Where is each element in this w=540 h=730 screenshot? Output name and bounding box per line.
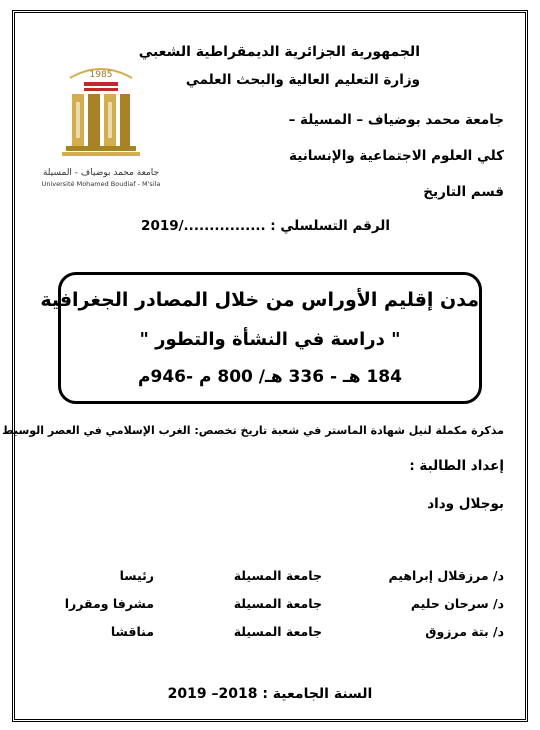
jury-row <box>40 568 504 588</box>
faculty-line: كلي العلوم الاجتماعية والإنسانية <box>289 148 504 164</box>
republic-line: الجمهورية الجزائرية الديمقراطية الشعبي <box>138 44 420 60</box>
logo-caption-arabic: جامعة محمد بوضياف - المسيلة <box>42 168 160 178</box>
jury-member-role: مشرفا ومقررا <box>64 596 154 611</box>
department-line: قسم التاريخ <box>423 184 504 200</box>
university-logo <box>32 56 170 196</box>
jury-member-role: مناقشا <box>110 624 154 639</box>
jury-member-role: رئيسا <box>119 568 154 583</box>
jury-member-university: جامعة المسيلة <box>233 596 322 611</box>
ministry-line: وزارة التعليم العالية والبحث العلمي <box>185 72 420 88</box>
jury-row <box>40 596 504 616</box>
logo-year: 1985 <box>89 70 113 80</box>
jury-row <box>40 624 504 644</box>
jury-member-name: د/ بتة مرزوق <box>425 624 504 639</box>
jury-member-university: جامعة المسيلة <box>233 624 322 639</box>
student-name: بوجلال وداد <box>427 496 504 512</box>
academic-year: السنة الجامعية : 2018– 2019 <box>167 686 373 702</box>
prepared-by-label: إعداد الطالبة : <box>409 458 504 474</box>
thesis-title: مدن إقليم الأوراس من خلال المصادر الجغرافية <box>40 289 479 311</box>
jury-member-university: جامعة المسيلة <box>233 568 322 583</box>
jury-member-name: د/ مرزقلال إبراهيم <box>388 568 504 583</box>
jury-member-name: د/ سرحان حليم <box>410 596 504 611</box>
university-line: جامعة محمد بوضياف – المسيلة – <box>288 112 504 128</box>
serial-number-line: الرقم التسلسلي : ................/2019 <box>141 218 390 234</box>
memo-description: مذكرة مكملة لنيل شهادة الماستر في شعبة تاريخ تخصص: الغرب الإسلامي في العصر الوسيط <box>2 424 504 437</box>
thesis-subtitle: " دراسة في النشأة والتطور " <box>139 329 401 350</box>
thesis-date-range: 184 هـ - 336 هـ/ 800 م -946م <box>138 367 402 387</box>
logo-caption-french: Université Mohamed Boudiaf - M'sila <box>41 180 161 188</box>
thesis-title-box <box>40 272 482 404</box>
